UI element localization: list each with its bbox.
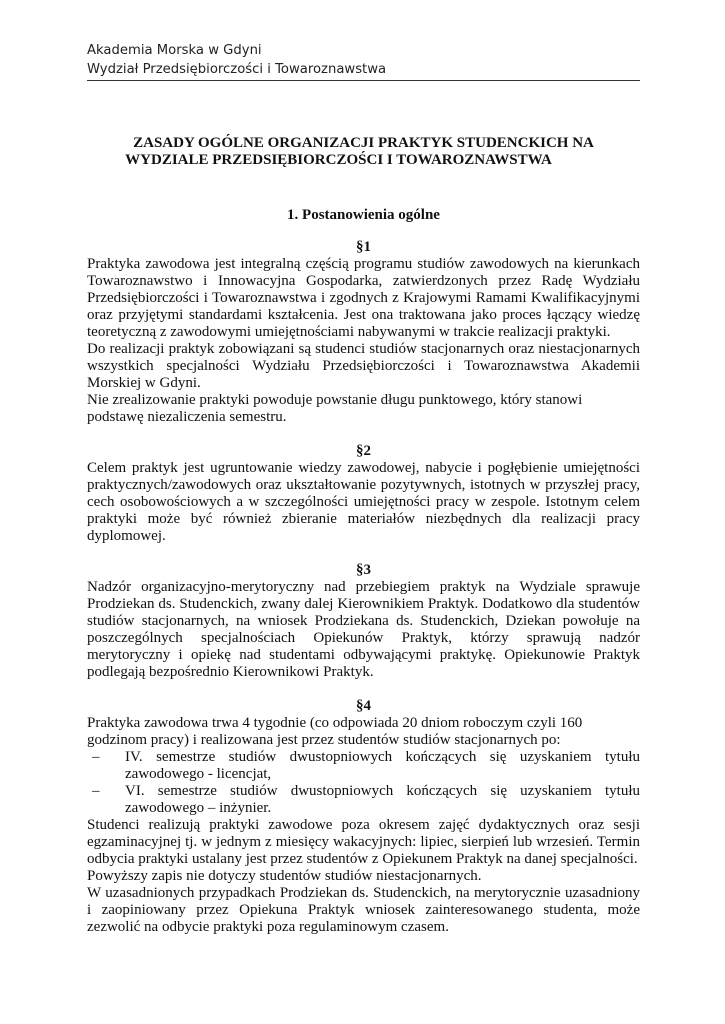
semester-list [87, 749, 640, 817]
paragraph-1-text-1: Praktyka zawodowa jest integralną częścią programu studiów zawodowych na kierunkach Towaroznawstwo i Innowacyjna Gospodarka, zatwierdzonych przez Radę Wydziału Przedsiębiorczości i Towaroznawstwa i zgodnych z Krajowymi Ramami Kwalifikacyjnymi oraz przyjętymi standardami kształcenia. Jest ona traktowana jako proces łączący wiedzę teoretyczną z zawodowymi umiejętnościami nabywanymi w trakcie realizacji praktyki. [87, 256, 640, 340]
header-divider [87, 80, 640, 81]
paragraph-2-text-1: Celem praktyk jest ugruntowanie wiedzy zawodowej, nabycie i pogłębienie umiejętności praktycznych/zawodowych oraz ukształtowanie pozytywnych, istotnych w przyszłej pracy, cech osobowościowych a w szczególności umiejętności pracy w zespole. Istotnym celem praktyki może być również zbieranie materiałów niezbędnych dla realizacji pracy dyplomowej. [87, 460, 640, 544]
dash-bullet: – [92, 749, 100, 765]
paragraph-4-text-4: W uzasadnionych przypadkach Prodziekan ds. Studenckich, na merytorycznie uzasadniony i zaopiniowany przez Opiekuna Praktyk wniosek zainteresowanego studenta, może zezwolić na odbycie praktyki poza regulaminowym czasem. [87, 885, 640, 935]
list-item [87, 749, 640, 783]
list-item [87, 783, 640, 817]
paragraph-2-heading: §2 [356, 443, 371, 459]
paragraph-1-text-2: Do realizacji praktyk zobowiązani są studenci studiów stacjonarnych oraz niestacjonarnych wszystkich specjalności Wydziału Przedsiębiorczości i Towaroznawstwa Akademii Morskiej w Gdyni. [87, 341, 640, 391]
page-header [87, 41, 647, 79]
paragraph-4-heading: §4 [356, 698, 371, 714]
paragraph-1-heading: §1 [356, 239, 371, 255]
header-institution: Akademia Morska w Gdyni [87, 43, 262, 58]
paragraph-4-text-2: Studenci realizują praktyki zawodowe poza okresem zajęć dydaktycznych oraz sesji egzaminacyjnej tj. w jednym z miesięcy wakacyjnych: lipiec, sierpień lub wrzesień. Termin odbycia praktyki ustalany jest przez studentów z Opiekunem Praktyk na danej specjalności. [87, 817, 640, 867]
document-body [87, 239, 640, 936]
list-item-text: IV. semestrze studiów dwustopniowych kończących się uzyskaniem tytułu zawodowego - licencjat, [125, 749, 640, 782]
section-title: 1. Postanowienia ogólne [287, 207, 440, 223]
title-line-1: ZASADY OGÓLNE ORGANIZACJI PRAKTYK STUDENCKICH NA [133, 135, 594, 151]
dash-bullet: – [92, 783, 100, 799]
paragraph-1-text-3: Nie zrealizowanie praktyki powoduje powstanie długu punktowego, który stanowi podstawę niezaliczenia semestru. [87, 392, 583, 425]
paragraph-3-text-1: Nadzór organizacyjno-merytoryczny nad przebiegiem praktyk na Wydziale sprawuje Prodziekan ds. Studenckich, zwany dalej Kierownikiem Praktyk. Dodatkowo dla studentów studiów stacjonarnych, na wniosek Prodziekana ds. Studenckich, Dziekan powołuje na poszczególnych specjalnościach Opiekunów Praktyk, którzy sprawują nadzór merytoryczny i opiekę nad studentami odbywającymi praktykę. Opiekunowie Praktyk podlegają bezpośrednio Kierownikowi Praktyk. [87, 579, 640, 680]
title-line-2: WYDZIALE PRZEDSIĘBIORCZOŚCI I TOWAROZNAWSTWA [125, 152, 552, 168]
paragraph-4-text-3: Powyższy zapis nie dotyczy studentów studiów niestacjonarnych. [87, 868, 482, 884]
paragraph-4-text-1: Praktyka zawodowa trwa 4 tygodnie (co odpowiada 20 dniom roboczym czyli 160 godzinom pracy) i realizowana jest przez studentów studiów stacjonarnych po: [87, 715, 583, 748]
document-title [87, 135, 640, 169]
list-item-text: VI. semestrze studiów dwustopniowych kończących się uzyskaniem tytułu zawodowego – inżynier. [125, 783, 640, 816]
paragraph-3-heading: §3 [356, 562, 371, 578]
header-faculty: Wydział Przedsiębiorczości i Towaroznawstwa [87, 62, 387, 77]
